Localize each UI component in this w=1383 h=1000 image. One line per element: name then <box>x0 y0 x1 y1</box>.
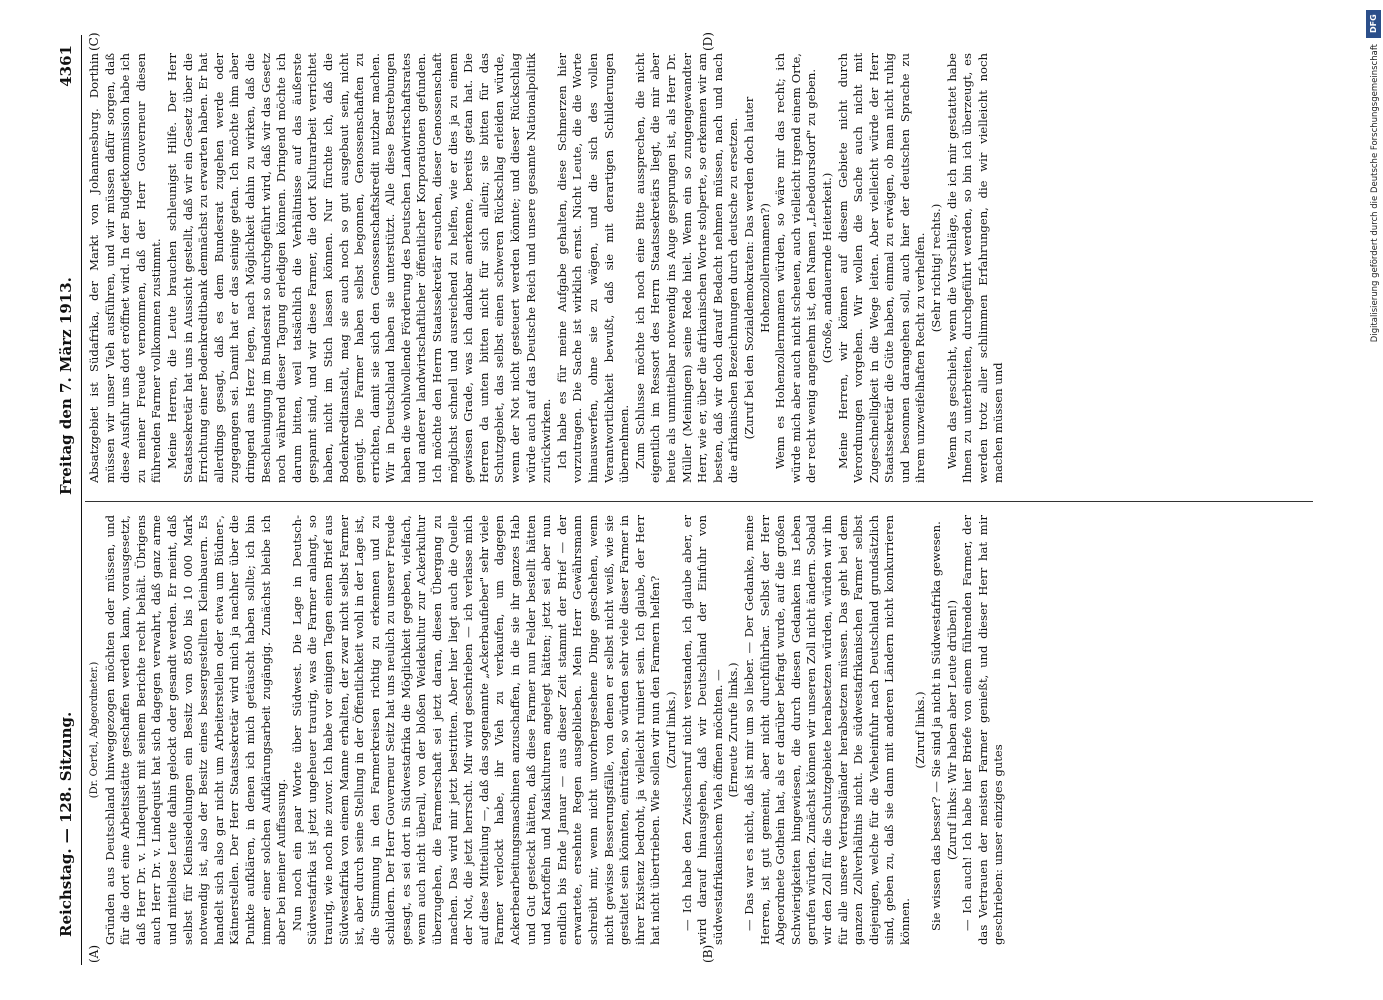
interjection: (Zuruf links.) <box>913 691 928 769</box>
paragraph: Sie wissen das besser? — Sie sind ja nicht in Südwestafrika gewesen. <box>929 521 944 931</box>
interjection: (Erneute Zurufe links.) <box>726 662 741 798</box>
interjection: (Sehr richtig! rechts.) <box>929 203 944 333</box>
paragraph: Meine Herren, die Leute brauchen schleunigst Hilfe. Der Herr Staatssekretär hat uns in Aussicht gestellt, daß wir ein Gesetz über die Errichtung einer Bodenkreditbank demnächst zu erwarten haben. Er hat allerdings gesagt, daß es dem Bundesrat zugehen werde oder zugegangen sei. Damit hat er das seinige getan. Ich möchte ihm aber dringend ans Herz legen, nach Möglichkeit dahin zu wirken, daß die Beschleunigung im Bundesrat so durchgeführt wird, daß wir das Gesetz noch während dieser Tagung erledigen können. Dringend möchte ich darum bitten, weil tatsächlich die Verhältnisse auf das äußerste gespannt sind, und wir diese Farmer, die dort Kulturarbeit verrichtet haben, nicht im Stich lassen können. Nur fürchte ich, daß die Bodenkreditanstalt, mag sie auch noch so gut ausgebaut sein, nicht genügt. Die Farmer haben selbst begonnen, Genossenschaften zu errichten, damit sie sich den Genossenschaftskredit nutzbar machen. Wir in Deutschland haben sie unterstützt. Alle diese Bestrebungen haben die wohlwollende Förderung des Deutschen Landwirtschaftsrates und anderer landwirtschaftlicher öffentlicher Korporationen gefunden. Ich möchte den Herrn Staatssekretär ersuchen, dieser Genossenschaft möglichst schnell und ausreichend zu helfen, wie er dies ja zu einem gewissen Grade, was ich dankbar anerkenne, bereits getan hat. Die Herren da unten bitten nicht für sich allein; sie bitten für das Schutzgebiet, das selbst einen schweren Rückschlag erleiden würde, wenn der Not nicht gesteuert werden könnte; und dieser Rückschlag würde auch auf das Deutsche Reich und unsere gesamte Nationalpolitik zurückwirken. <box>164 53 554 483</box>
speaker-line: (Dr. Oertel, Abgeordneter.) <box>89 661 100 799</box>
interjection: (Zuruf bei den Sozialdemokraten: Das werden doch lauter Hohenzollernnamen?) <box>741 96 772 440</box>
digitization-credit: Digitalisierung gefördert durch die Deutsche Forschungsgemeinschaft <box>1370 44 1380 343</box>
paragraph: — Ich auch! Ich habe hier Briefe von einem führenden Farmer, der das Vertrauen der meisten Farmer genießt, und dieser Herr hat mir geschrieben: unser einziges gutes <box>960 515 1006 945</box>
margin-mark-b: (B) <box>701 944 715 963</box>
rotated-page <box>51 32 1321 965</box>
margin-mark-d: (D) <box>701 32 715 51</box>
interjection: (Große, andauernde Heiterkeit.) <box>819 172 834 364</box>
paragraph: Meine Herren, wir können auf diesem Gebiete nicht durch Verordnungen vorgehen. Wir wollen die Sache auch nicht mit Zugeschnelligkeit in die Wege leiten. Aber vielleicht würde der Herr Staatssekretär die Güte haben, einmal zu erwägen, ob man nicht ruhig und besonnen darangehen soll, auch hier der deutschen Sprache zu ihrem unzweifelhaften Recht zu verhelfen. <box>835 53 928 483</box>
interjection: (Zuruf links: Wir haben aber Leute drüben!) <box>944 600 959 860</box>
margin-mark-a: (A) <box>87 944 101 963</box>
paragraph: Ich habe es für meine Aufgabe gehalten, diese Schmerzen hier vorzutragen. Die Sache ist wirklich ernst. Nicht Leute, die die Worte hinauswerfen, ohne sie zu wägen, und die sich des vollen Verantwortlichkeit bewußt, daß sie mit derartigen Schilderungen übernehmen. <box>554 53 632 483</box>
paragraph: Gründen aus Deutschland hinweggezogen möchten oder müssen, und für die dort eine Arbeitsstätte geschaffen werden kann, vorausgesetzt, daß Herr Dr. v. Lindequist mit seinem Berichte recht behält. Übrigens auch Herr Dr. v. Lindequist hat sich dagegen verwahrt, daß ganz arme und mittellose Leute dahin gelockt oder gesandt werden. Er meint, daß selbst für Kleinsiedelungen ein Besitz von 8500 bis 10 000 Mark notwendig ist, also der Besitz eines bessergestellten Kleinbauern. Es handelt sich also gar nicht um Arbeiterstellen oder etwa um Büdner-, Kätnerstellen. Der Herr Staatssekretär wird mich ja nachher über die Punkte aufklären, in denen ich mich getäuscht haben sollte; ich bin immer einer solchen Aufklärungsarbeit zugängig. Zunächst bleibe ich aber bei meiner Auffassung. <box>102 515 289 945</box>
header-left: Reichstag. — 128. Sitzung. <box>57 711 75 937</box>
paragraph: — Das war es nicht, daß ist mir um so lieber. — Der Gedanke, meine Herren, ist gut gemeint, aber nicht durchführbar. Selbst der Herr Abgeordnete Gothein hat, als er darüber befragt wurde, auf die großen Schwierigkeiten hingewiesen, die durch diesen Gedanken ins Leben gerufen würden. Zunächst können wir unseren Zoll nicht ändern. Sobald wir den Zoll für die Schutzgebiete herabsetzen würden, würden wir ihn für alle unsere Vertragsländer herabsetzen müssen. Das geht bei dem ganzen Zollverhältnis nicht. Die südwestafrikanischen Farmer selbst diejenigen, welche für die Vieheinfuhr nach Deutschland grundsätzlich sind, geben zu, daß sie dann mit anderen Ländern nicht konkurrieren können. <box>741 515 912 945</box>
column-left <box>87 515 1312 945</box>
dfg-logo-icon: DFG <box>1366 10 1381 38</box>
column-right <box>87 53 1312 483</box>
paragraph: Absatzgebiet ist Südafrika, der Markt von Johannesburg. Dorthin müssen wir unser Vieh ausführen, und wir müssen dafür sorgen, daß diese Ausfuhr uns dort eröffnet wird. In der Budgetkommission habe ich zu meiner Freude vernommen, daß der Herr Gouverneur diesen führenden Farmer vollkommen zustimmt. <box>87 53 164 483</box>
paragraph: Wenn das geschieht, wenn die Vorschläge, die ich mir gestattet habe Ihnen zu unterbreiten, durchgeführt werden, so bin ich überzeugt, es werden trotz aller schlimmen Erfahrungen, die wir vielleicht noch machen müssen und <box>944 53 1006 483</box>
paragraph: Wenn es Hohenzollernnamen würden, so wäre mir das recht; ich würde mich aber auch nicht scheuen, auch vielleicht irgend einem Orte, der recht wenig angenehm ist, den Namen „Lebedoursdorf" zu geben. <box>773 53 819 483</box>
paragraph: Zum Schlusse möchte ich noch eine Bitte aussprechen, die nicht eigentlich im Ressort des Herrn Staatssekretärs liegt, die mir aber heute als unmittelbar notwendig ins Auge gesprungen ist, als Herr Dr. Müller (Meiningen) seine Rede hielt. Wenn ein so zungengewandter Herr, wie er, über die afrikanischen Worte stolperte, so erkennen wir am besten, daß wir doch darauf Bedacht nehmen müssen, nach und nach die afrikanischen Bezeichnungen durch deutsche zu ersetzen. <box>632 53 741 483</box>
page-number: 4361 <box>57 45 75 87</box>
margin-mark-c: (C) <box>87 32 101 51</box>
page-header <box>51 35 82 965</box>
interjection: (Zuruf links.) <box>663 691 678 769</box>
column-divider <box>85 501 1313 502</box>
paragraph: Nun noch ein paar Worte über Südwest. Die Lage in Deutsch-Südwestafrika ist jetzt ungeheuer traurig, was die Farmer anlangt, so traurig, wie noch nie zuvor. Ich habe vor einigen Tagen einen Brief aus Südwestafrika von einem Manne erhalten, der zwar nicht selbst Farmer ist, aber durch seine Stellung in der Öffentlichkeit wohl in der Lage ist, die Stimmung in den Farmerkreisen richtig zu erkennen und zu schildern. Der Herr Gouverneur Seitz hat uns neulich zu unserer Freude gesagt, es sei dort in Südwestafrika die Möglichkeit gegeben, vielfach, wenn auch nicht überall, von der bloßen Weidekultur zur Ackerkultur überzugehen, die Farmerschaft sei jetzt daran, diesen Übergang zu machen. Das wird mir jetzt bestritten. Aber hier liegt auch die Quelle der Not, die jetzt herrscht. Mir wird geschrieben — ich verlasse mich auf diese Mitteilung —, daß das sogenannte „Ackerbaufieber" sehr viele Farmer verlockt habe, ihr Vieh zu verkaufen, um dagegen Ackerbearbeitungsmaschinen anzuschaffen, in die sie ihr ganzes Hab und Gut gesteckt hätten, daß diese Farmer nun Felder bestellt hätten und Kartoffeln und Maiskulturen angelegt hätten; jetzt sei aber nun endlich bis Ende Januar — aus dieser Zeit stammt der Brief — der erwartete, ersehnte Regen ausgeblieben. Mein Herr Gewährsmann schreibt mir, wenn nicht unvorhergesehene Dinge geschehen, wenn nicht gewisse Besserungsfälle, von denen er selbst nicht weiß, wie sie gestaltet sein könnten, einträten, so würden sehr viele dieser Farmer in ihrer Existenz bedroht, ja vielleicht ruiniert sein. Ich glaube, der Herr hat nicht übertrieben. Wie sollen wir nun den Farmern helfen? <box>289 515 663 945</box>
paragraph: — Ich habe den Zwischenruf nicht verstanden, ich glaube aber, er wird darauf hinausgehen, daß wir Deutschland der Einfuhr von südwestafrikanischem Vieh öffnen möchten. — <box>679 515 725 945</box>
header-center: Freitag den 7. März 1913. <box>57 277 75 495</box>
